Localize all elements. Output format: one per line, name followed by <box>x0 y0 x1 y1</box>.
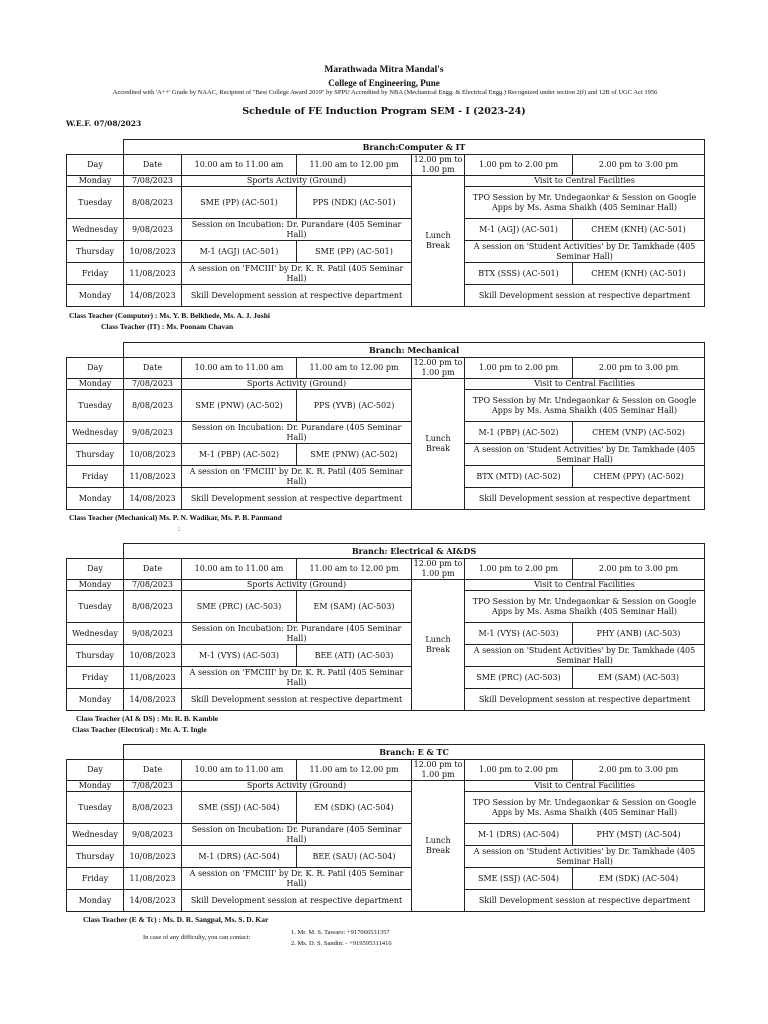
header-slot4: 1.00 pm to 2.00 pm <box>465 559 573 580</box>
session-cell: SME (PNW) (AC-502) <box>182 390 297 422</box>
branch-name: Branch: Mechanical <box>124 343 705 358</box>
date-cell: 9/08/2023 <box>124 824 182 846</box>
date-cell: 11/08/2023 <box>124 868 182 890</box>
date-cell: 10/08/2023 <box>124 846 182 868</box>
blank-cell <box>67 140 124 155</box>
branch-name: Branch: E & TC <box>124 745 705 760</box>
day-cell: Tuesday <box>67 390 124 422</box>
header-slot3: 12.00 pm to 1.00 pm <box>412 760 465 781</box>
session-cell: A session on 'Student Activities' by Dr. Tamkhade (405 Seminar Hall) <box>465 241 705 263</box>
session-cell: SME (PP) (AC-501) <box>182 187 297 219</box>
session-cell: M-1 (DRS) (AC-504) <box>465 824 573 846</box>
session-cell: Sports Activity (Ground) <box>182 781 412 792</box>
session-cell: TPO Session by Mr. Undegaonkar & Session on Google Apps by Ms. Asma Shaikh (405 Seminar Hall) <box>465 390 705 422</box>
branch-name: Branch: Electrical & AI&DS <box>124 544 705 559</box>
session-cell: Skill Development session at respective department <box>465 689 705 711</box>
session-cell: SME (PNW) (AC-502) <box>297 444 412 466</box>
session-cell: M-1 (PBP) (AC-502) <box>465 422 573 444</box>
branch-name: Branch:Computer & IT <box>124 140 705 155</box>
header-slot1: 10.00 am to 11.00 am <box>182 760 297 781</box>
session-cell: M-1 (DRS) (AC-504) <box>182 846 297 868</box>
date-cell: 10/08/2023 <box>124 645 182 667</box>
date-cell: 8/08/2023 <box>124 591 182 623</box>
day-cell: Monday <box>67 781 124 792</box>
session-cell: A session on 'FMCIII' by Dr. K. R. Patil (405 Seminar Hall) <box>182 868 412 890</box>
header-day: Day <box>67 155 124 176</box>
header-date: Date <box>124 155 182 176</box>
date-cell: 7/08/2023 <box>124 781 182 792</box>
session-cell: Visit to Central Facilities <box>465 379 705 390</box>
date-cell: 8/08/2023 <box>124 792 182 824</box>
day-cell: Thursday <box>67 444 124 466</box>
colon-mark: : <box>178 524 181 533</box>
schedule-table <box>66 139 705 307</box>
contact-line-1: 1. Mr. M. S. Tawaro: +917066531357 <box>291 929 390 936</box>
session-cell: Skill Development session at respective department <box>182 488 412 510</box>
header-slot1: 10.00 am to 11.00 am <box>182 559 297 580</box>
schedule-table <box>66 543 705 711</box>
session-cell: PPS (YVB) (AC-502) <box>297 390 412 422</box>
institution-name: Marathwada Mitra Mandal's <box>324 65 444 75</box>
day-cell: Wednesday <box>67 219 124 241</box>
session-cell: A session on 'FMCIII' by Dr. K. R. Patil (405 Seminar Hall) <box>182 667 412 689</box>
header-day: Day <box>67 760 124 781</box>
header-date: Date <box>124 358 182 379</box>
session-cell: BEE (SAU) (AC-504) <box>297 846 412 868</box>
day-cell: Thursday <box>67 645 124 667</box>
header-slot5: 2.00 pm to 3.00 pm <box>573 760 705 781</box>
session-cell: CHEM (KNH) (AC-501) <box>573 263 705 285</box>
header-slot2: 11.00 am to 12.00 pm <box>297 155 412 176</box>
day-cell: Wednesday <box>67 422 124 444</box>
session-cell: M-1 (VYS) (AC-503) <box>465 623 573 645</box>
day-cell: Friday <box>67 667 124 689</box>
contact-intro: In case of any difficulty, you can contact: <box>143 934 251 941</box>
session-cell: M-1 (AGJ) (AC-501) <box>465 219 573 241</box>
class-teacher-mechanical: Class Teacher (Mechanical) Ms. P. N. Wadikar, Ms. P. B. Panmand <box>69 513 282 522</box>
day-cell: Thursday <box>67 846 124 868</box>
session-cell: PPS (NDK) (AC-501) <box>297 187 412 219</box>
day-cell: Monday <box>67 176 124 187</box>
blank-cell <box>67 544 124 559</box>
session-cell: BEE (ATI) (AC-503) <box>297 645 412 667</box>
day-cell: Monday <box>67 488 124 510</box>
class-teacher-aids: Class Teacher (AI & DS) : Mr. R. B. Kamble <box>76 714 219 723</box>
session-cell: Skill Development session at respective department <box>465 488 705 510</box>
date-cell: 14/08/2023 <box>124 285 182 307</box>
session-cell: Skill Development session at respective department <box>182 890 412 912</box>
header-slot3: 12.00 pm to 1.00 pm <box>412 358 465 379</box>
header-slot5: 2.00 pm to 3.00 pm <box>573 358 705 379</box>
header-slot5: 2.00 pm to 3.00 pm <box>573 155 705 176</box>
header-day: Day <box>67 358 124 379</box>
date-cell: 14/08/2023 <box>124 890 182 912</box>
day-cell: Monday <box>67 379 124 390</box>
date-cell: 14/08/2023 <box>124 689 182 711</box>
date-cell: 11/08/2023 <box>124 263 182 285</box>
class-teacher-electrical: Class Teacher (Electrical) : Mr. A. T. Ingle <box>72 725 207 734</box>
session-cell: EM (SAM) (AC-503) <box>297 591 412 623</box>
session-cell: Skill Development session at respective department <box>465 890 705 912</box>
date-cell: 11/08/2023 <box>124 667 182 689</box>
college-name: College of Engineering, Pune <box>328 78 440 88</box>
date-cell: 9/08/2023 <box>124 422 182 444</box>
date-cell: 10/08/2023 <box>124 241 182 263</box>
lunch-break: Lunch Break <box>412 580 465 711</box>
header-date: Date <box>124 760 182 781</box>
session-cell: Skill Development session at respective department <box>182 689 412 711</box>
header-slot2: 11.00 am to 12.00 pm <box>297 760 412 781</box>
session-cell: A session on 'Student Activities' by Dr. Tamkhade (405 Seminar Hall) <box>465 444 705 466</box>
day-cell: Thursday <box>67 241 124 263</box>
accreditation-text: Accredited with 'A++' Grade by NAAC, Recipient of "Best College Award 2019" by SPPU Accredited by NBA (Mechanical Engg. & Electrical Engg.) Recognized under section 2(f) and 12B of UGC Act 1956 <box>112 89 658 96</box>
date-cell: 7/08/2023 <box>124 580 182 591</box>
session-cell: A session on 'FMCIII' by Dr. K. R. Patil (405 Seminar Hall) <box>182 263 412 285</box>
session-cell: TPO Session by Mr. Undegaonkar & Session on Google Apps by Ms. Asma Shaikh (405 Seminar Hall) <box>465 792 705 824</box>
schedule-title: Schedule of FE Induction Program SEM - I (2023-24) <box>242 106 526 117</box>
session-cell: EM (SDK) (AC-504) <box>573 868 705 890</box>
date-cell: 9/08/2023 <box>124 623 182 645</box>
session-cell: Session on Incubation: Dr. Purandare (405 Seminar Hall) <box>182 623 412 645</box>
session-cell: M-1 (VYS) (AC-503) <box>182 645 297 667</box>
wef-date: W.E.F. 07/08/2023 <box>66 119 142 128</box>
session-cell: PHY (ANB) (AC-503) <box>573 623 705 645</box>
session-cell: CHEM (KNH) (AC-501) <box>573 219 705 241</box>
header-slot2: 11.00 am to 12.00 pm <box>297 358 412 379</box>
header-slot4: 1.00 pm to 2.00 pm <box>465 358 573 379</box>
session-cell: A session on 'Student Activities' by Dr. Tamkhade (405 Seminar Hall) <box>465 846 705 868</box>
session-cell: Session on Incubation: Dr. Purandare (405 Seminar Hall) <box>182 824 412 846</box>
date-cell: 11/08/2023 <box>124 466 182 488</box>
date-cell: 9/08/2023 <box>124 219 182 241</box>
day-cell: Wednesday <box>67 824 124 846</box>
date-cell: 7/08/2023 <box>124 176 182 187</box>
lunch-break: Lunch Break <box>412 781 465 912</box>
day-cell: Tuesday <box>67 591 124 623</box>
session-cell: EM (SAM) (AC-503) <box>573 667 705 689</box>
session-cell: Session on Incubation: Dr. Purandare (405 Seminar Hall) <box>182 422 412 444</box>
date-cell: 7/08/2023 <box>124 379 182 390</box>
date-cell: 8/08/2023 <box>124 390 182 422</box>
session-cell: SME (PRC) (AC-503) <box>182 591 297 623</box>
session-cell: Skill Development session at respective department <box>465 285 705 307</box>
session-cell: CHEM (VNP) (AC-502) <box>573 422 705 444</box>
session-cell: Visit to Central Facilities <box>465 176 705 187</box>
header-slot3: 12.00 pm to 1.00 pm <box>412 155 465 176</box>
day-cell: Monday <box>67 285 124 307</box>
class-teacher-it: Class Teacher (IT) : Ms. Poonam Chavan <box>101 322 234 331</box>
session-cell: Sports Activity (Ground) <box>182 580 412 591</box>
schedule-table <box>66 342 705 510</box>
header-slot5: 2.00 pm to 3.00 pm <box>573 559 705 580</box>
date-cell: 10/08/2023 <box>124 444 182 466</box>
session-cell: Visit to Central Facilities <box>465 781 705 792</box>
session-cell: SME (PRC) (AC-503) <box>465 667 573 689</box>
header-slot1: 10.00 am to 11.00 am <box>182 358 297 379</box>
class-teacher-entc: Class Teacher (E & Tc) : Ms. D. R. Sangpal, Ms. S. D. Kar <box>83 915 269 924</box>
session-cell: TPO Session by Mr. Undegaonkar & Session on Google Apps by Ms. Asma Shaikh (405 Seminar Hall) <box>465 591 705 623</box>
day-cell: Monday <box>67 580 124 591</box>
header-date: Date <box>124 559 182 580</box>
session-cell: A session on 'Student Activities' by Dr. Tamkhade (405 Seminar Hall) <box>465 645 705 667</box>
header-slot3: 12.00 pm to 1.00 pm <box>412 559 465 580</box>
session-cell: M-1 (AGJ) (AC-501) <box>182 241 297 263</box>
session-cell: SME (PP) (AC-501) <box>297 241 412 263</box>
day-cell: Friday <box>67 263 124 285</box>
lunch-break: Lunch Break <box>412 176 465 307</box>
header-slot4: 1.00 pm to 2.00 pm <box>465 155 573 176</box>
session-cell: SME (SSJ) (AC-504) <box>465 868 573 890</box>
header-slot2: 11.00 am to 12.00 pm <box>297 559 412 580</box>
day-cell: Tuesday <box>67 792 124 824</box>
session-cell: M-1 (PBP) (AC-502) <box>182 444 297 466</box>
class-teacher-computer: Class Teacher (Computer) : Ms. Y. B. Belkhede, Ms. A. J. Joshi <box>69 311 270 320</box>
session-cell: Sports Activity (Ground) <box>182 176 412 187</box>
contact-line-2: 2. Ms. D. S. Sandin: - +919595311416 <box>291 940 392 947</box>
blank-cell <box>67 745 124 760</box>
day-cell: Wednesday <box>67 623 124 645</box>
session-cell: EM (SDK) (AC-504) <box>297 792 412 824</box>
session-cell: Skill Development session at respective department <box>182 285 412 307</box>
day-cell: Friday <box>67 466 124 488</box>
session-cell: A session on 'FMCIII' by Dr. K. R. Patil (405 Seminar Hall) <box>182 466 412 488</box>
session-cell: SME (SSJ) (AC-504) <box>182 792 297 824</box>
day-cell: Monday <box>67 689 124 711</box>
day-cell: Friday <box>67 868 124 890</box>
date-cell: 8/08/2023 <box>124 187 182 219</box>
session-cell: Session on Incubation: Dr. Purandare (405 Seminar Hall) <box>182 219 412 241</box>
session-cell: PHY (MST) (AC-504) <box>573 824 705 846</box>
header-day: Day <box>67 559 124 580</box>
session-cell: Sports Activity (Ground) <box>182 379 412 390</box>
blank-cell <box>67 343 124 358</box>
date-cell: 14/08/2023 <box>124 488 182 510</box>
day-cell: Monday <box>67 890 124 912</box>
session-cell: BTX (SSS) (AC-501) <box>465 263 573 285</box>
day-cell: Tuesday <box>67 187 124 219</box>
session-cell: Visit to Central Facilities <box>465 580 705 591</box>
session-cell: TPO Session by Mr. Undegaonkar & Session on Google Apps by Ms. Asma Shaikh (405 Seminar Hall) <box>465 187 705 219</box>
session-cell: BTX (MTD) (AC-502) <box>465 466 573 488</box>
schedule-table <box>66 744 705 912</box>
header-slot4: 1.00 pm to 2.00 pm <box>465 760 573 781</box>
lunch-break: Lunch Break <box>412 379 465 510</box>
session-cell: CHEM (PPY) (AC-502) <box>573 466 705 488</box>
header-slot1: 10.00 am to 11.00 am <box>182 155 297 176</box>
